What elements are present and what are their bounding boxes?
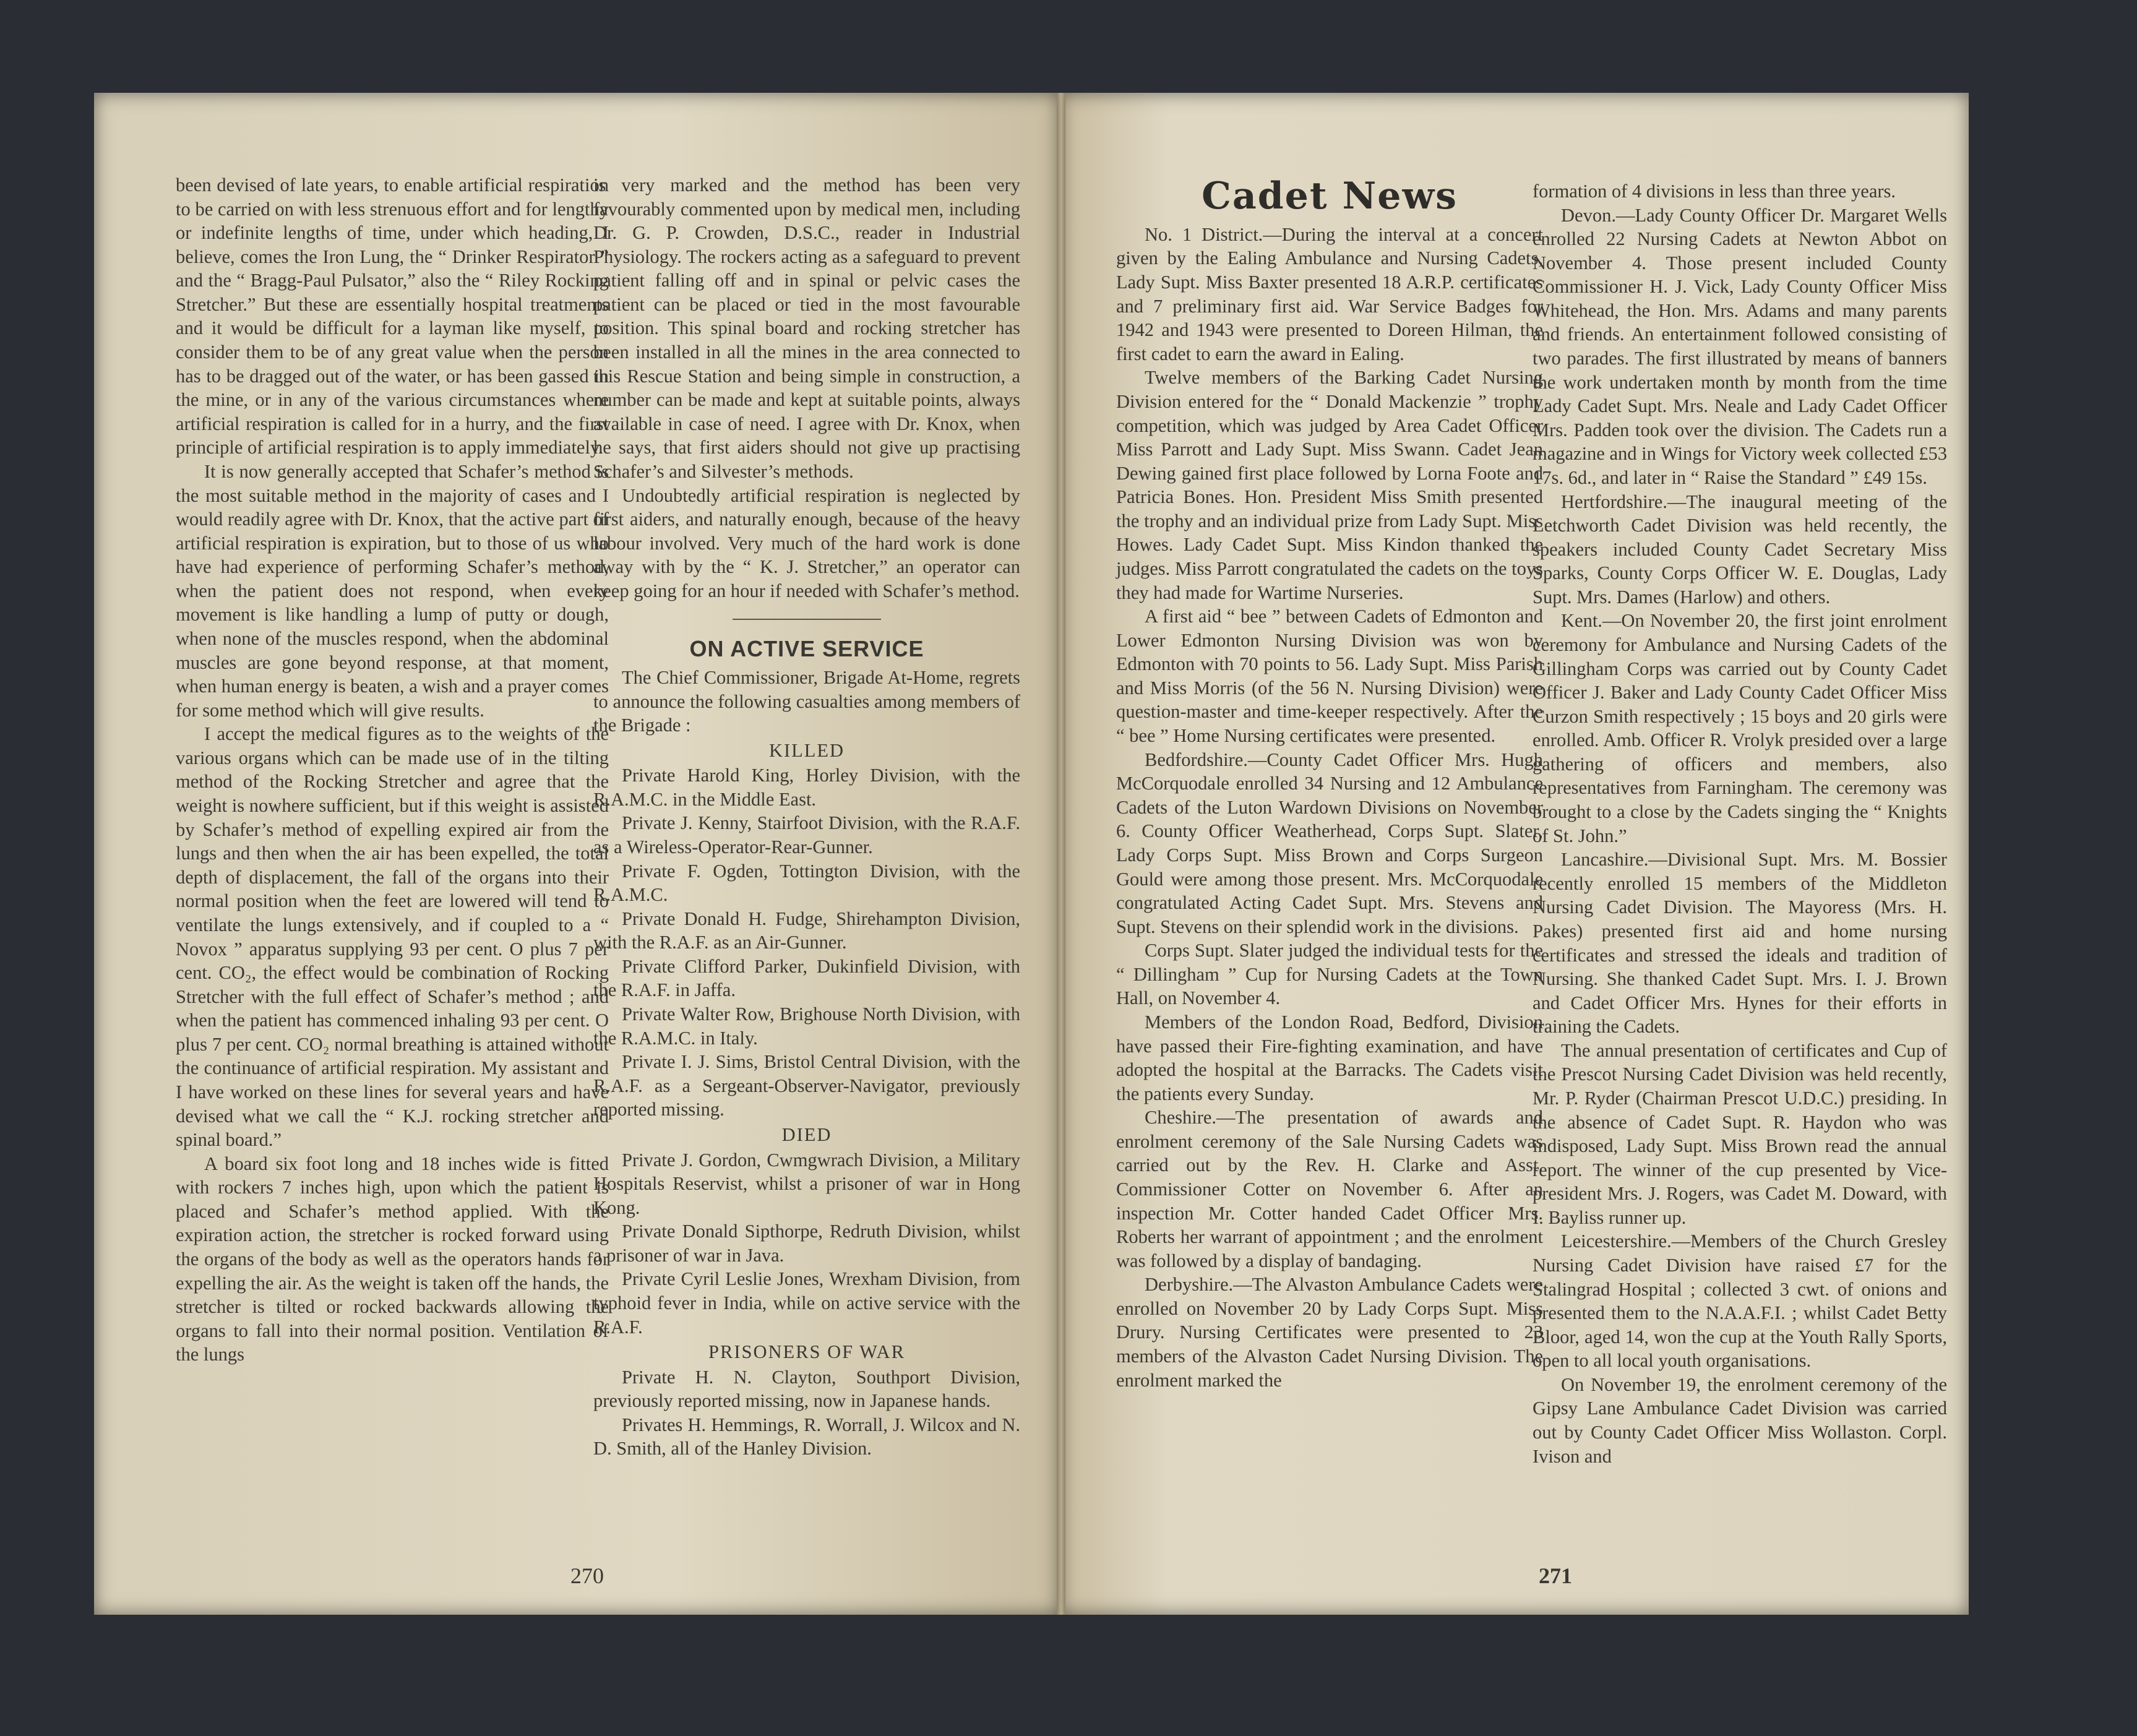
paragraph: On November 19, the enrolment ceremony of the Gipsy Lane Ambulance Cadet Division was carried out by County Cadet Officer Miss Wollaston. Corpl. Ivison and <box>1533 1373 1947 1467</box>
pow-heading: PRISONERS OF WAR <box>708 1341 905 1363</box>
active-service-intro: The Chief Commissioner, Brigade At-Home, regrets to announce the following casualties among members of the Brigade : <box>593 666 1020 736</box>
left-page <box>94 93 1059 1615</box>
paragraph: formation of 4 divisions in less than three years. <box>1533 181 1896 202</box>
paragraph: been devised of late years, to enable artificial respiration to be carried on with less strenuous effort and for lengthy or indefinite lengths of time, under which heading, I believe, comes the Iron Lung, the “ Drinker Respirator ” and the “ Bragg-Paul Pulsator,” also the “ Riley Rocking Stretcher.” But these are essentially hospital treatments and it would be difficult for a layman like myself, to consider them to be of any great value when the person has to be dragged out of the water, or has been gassed in the mine, or in any of the various circumstances where artificial respiration is called for in a hurry, and the first principle of artificial respiration is to apply immediately. <box>176 174 609 458</box>
left-column-1 <box>176 173 609 1367</box>
magazine-spread <box>94 93 1969 1615</box>
paragraph: I accept the medical figures as to the weights of the various organs which can be made use of in the tilting method of the Rocking Stretcher and agree that the weight is nowhere sufficient, but if this weight is assisted by Schafer’s method of expelling expired air from the lungs and then when the air has been expelled, the total depth of displacement, the fall of the organs into their normal position when the feet are lowered will tend to ventilate the lungs extensively, and if coupled to a “ Novox ” apparatus supplying 93 per cent. O plus 7 per cent. CO₂, the effect would be combination of Rocking Stretcher with the full effect of Schafer’s method ; and when the patient has commenced inhaling 93 per cent. O plus 7 per cent. CO₂ normal breathing is attained without the continuance of artificial respiration. My assistant and I have worked on these lines for several years and have devised what we call the “ K.J. rocking stretcher and spinal board.” <box>176 723 609 1151</box>
right-column-1 <box>1116 173 1543 1392</box>
paragraph: Members of the London Road, Bedford, Division have passed their Fire-fighting examination, and have adopted the hospital at the Barracks. The Cadets visit the patients every Sunday. <box>1116 1011 1543 1104</box>
paragraph: No. 1 District.—During the interval at a concert given by the Ealing Ambulance and Nursing Cadets, Lady Supt. Miss Baxter presented 18 A.R.P. certificates and 7 preliminary first aid. War Service Badges for 1942 and 1943 were presented to Doreen Hilman, the first cadet to earn the award in Ealing. <box>1116 223 1543 364</box>
paragraph: is very marked and the method has been very favourably commented upon by medical men, including Dr. G. P. Crowden, D.S.C., reader in Industrial Physiology. The rockers acting as a safeguard to prevent patient falling off and in spinal or pelvic cases the patient can be placed or tied in the most favourable position. This spinal board and rocking stretcher has been installed in all the mines in the area connected to this Rescue Station and being simple in construction, a number can be made and kept at suitable points, always available in case of need. I agree with Dr. Knox, when he says, that first aiders should not give up practising Schafer’s and Silvester’s methods. <box>593 174 1020 482</box>
paragraph: Cheshire.—The presentation of awards and enrolment ceremony of the Sale Nursing Cadets was carried out by the Rev. H. Clarke and Asst. Commissioner Cotter on November 6. After an inspection Mr. Cotter handed Cadet Officer Mrs. Roberts her warrant of appointment ; and the enrolment was followed by a display of bandaging. <box>1116 1107 1543 1271</box>
left-column-2 <box>593 173 1020 1461</box>
casualty-entry: Private I. J. Sims, Bristol Central Division, with the R.A.F. as a Sergeant-Observer-Navigator, previously reported missing. <box>593 1051 1020 1120</box>
paragraph: Bedfordshire.—County Cadet Officer Mrs. Hugh McCorquodale enrolled 34 Nursing and 12 Ambulance Cadets of the Luton Wardown Divisions on November 6. County Officer Weatherhead, Corps Supt. Slater, Lady Corps Supt. Miss Brown and Corps Surgeon Gould were among those present. Mrs. McCorquodale congratulated Acting Cadet Supt. Mrs. Stevens and Supt. Stevens on their splendid work in the divisions. <box>1116 749 1543 937</box>
paragraph: Undoubtedly artificial respiration is neglected by first aiders, and naturally enough, because of the heavy labour involved. Very much of the hard work is done away with by the “ K. J. Stretcher,” an operator can keep going for an hour if needed with Schafer’s method. <box>593 484 1020 601</box>
page-number: 270 <box>570 1563 604 1588</box>
paragraph: Lancashire.—Divisional Supt. Mrs. M. Bossier recently enrolled 15 members of the Middleton Nursing Cadet Division. The Mayoress (Mrs. H. Pakes) presented first aid and home nursing certificates and stressed the ideals and tradition of Nursing. She thanked Cadet Supt. Mrs. I. J. Brown and Cadet Officer Mrs. Hynes for their efforts in training the Cadets. <box>1533 849 1947 1038</box>
right-column-2 <box>1533 179 1947 1468</box>
casualty-entry: Private J. Gordon, Cwmgwrach Division, a Military Hospitals Reservist, whilst a prisoner of war in Hong Kong. <box>593 1149 1020 1218</box>
cadet-news-masthead: Cadet News <box>1202 174 1458 218</box>
paragraph: A first aid “ bee ” between Cadets of Edmonton and Lower Edmonton Nursing Division was won by Edmonton with 70 points to 56. Lady Supt. Miss Parish and Miss Morris (of the 56 N. Nursing Division) were question-master and time-keeper respectively. After the “ bee ” Home Nursing certificates were presented. <box>1116 606 1543 747</box>
paragraph: Hertfordshire.—The inaugural meeting of the Letchworth Cadet Division was held recently, the speakers included County Cadet Secretary Miss Sparks, County Corps Officer W. E. Douglas, Lady Supt. Mrs. Dames (Harlow) and others. <box>1533 491 1947 608</box>
casualty-entry: Private H. N. Clayton, Southport Division, previously reported missing, now in Japanese hands. <box>593 1366 1020 1412</box>
casualty-entry: Private J. Kenny, Stairfoot Division, with the R.A.F. as a Wireless-Operator-Rear-Gunner. <box>593 812 1020 857</box>
active-service-heading: ON ACTIVE SERVICE <box>689 636 924 662</box>
paragraph: Derbyshire.—The Alvaston Ambulance Cadets were enrolled on November 20 by Lady Corps Supt. Miss Drury. Nursing Certificates were presented to 23 members of the Alvaston Cadet Nursing Division. The enrolment marked the <box>1116 1274 1543 1391</box>
casualty-entry: Private F. Ogden, Tottington Division, with the R.A.M.C. <box>593 860 1020 906</box>
page-number: 271 <box>1539 1563 1572 1588</box>
paragraph: The annual presentation of certificates and Cup of the Prescot Nursing Cadet Division was held recently, Mr. P. Ryder (Chairman Prescot U.D.C.) presiding. In the absence of Cadet Supt. R. Haydon who was indisposed, Lady Supt. Miss Brown read the annual report. The winner of the cup presented by Vice-president Mrs. J. Rogers, was Cadet M. Doward, with I. Bayliss runner up. <box>1533 1039 1947 1228</box>
casualty-entry: Private Walter Row, Brighouse North Division, with the R.A.M.C. in Italy. <box>593 1003 1020 1049</box>
casualty-entry: Private Donald H. Fudge, Shirehampton Division, with the R.A.F. as an Air-Gunner. <box>593 908 1020 953</box>
casualty-entry: Private Cyril Leslie Jones, Wrexham Division, from typhoid fever in India, while on active service with the R.A.F. <box>593 1268 1020 1338</box>
divider <box>733 619 881 620</box>
paragraph: Corps Supt. Slater judged the individual tests for the “ Dillingham ” Cup for Nursing Cadets at the Town Hall, on November 4. <box>1116 940 1543 1009</box>
paragraph: Leicestershire.—Members of the Church Gresley Nursing Cadet Division have raised £7 for the Stalingrad Hospital ; collected 3 cwt. of onions and presented them to the N.A.A.F.I. ; whilst Cadet Betty Bloor, aged 14, won the cup at the Youth Rally Sports, open to all local youth organisations. <box>1533 1231 1947 1372</box>
paragraph: It is now generally accepted that Schafer’s method is the most suitable method in the majority of cases and I would readily agree with Dr. Knox, that the active part of artificial respiration is expiration, but to those of us who have had experience of performing Schafer’s method, when the patient does not respond, when every movement is like handling a lump of putty or dough, when none of the muscles respond, when the abdominal muscles are gone beyond response, at that moment, when human energy is beaten, a wish and a prayer comes for some method which will give results. <box>176 460 609 721</box>
paragraph: Twelve members of the Barking Cadet Nursing Division entered for the “ Donald Mackenzie ” trophy competition, which was judged by Area Cadet Officer Miss Parrott and Lady Supt. Miss Swann. Cadet Jean Dewing gained first place followed by Lorna Foote and Patricia Bones. Hon. President Miss Smith presented the trophy and an individual prize from Lady Supt. Miss Howes. Lady Cadet Supt. Miss Kindon thanked the judges. Miss Parrott congratulated the cadets on the toys they had made for Wartime Nurseries. <box>1116 367 1543 603</box>
paragraph: Devon.—Lady County Officer Dr. Margaret Wells enrolled 22 Nursing Cadets at Newton Abbot on November 4. Those present included County Commissioner H. J. Vick, Lady County Officer Miss Whitehead, the Hon. Mrs. Adams and many parents and friends. An entertainment followed consisting of two parades. The first illustrated by means of banners the work undertaken month by month from the time Lady Cadet Supt. Mrs. Neale and Lady Cadet Officer Mrs. Padden took over the division. The Cadets run a magazine and in Wings for Victory week collected £53 17s. 6d., and later in “ Raise the Standard ” £49 15s. <box>1533 204 1947 488</box>
killed-heading: KILLED <box>768 739 845 761</box>
paragraph: Kent.—On November 20, the first joint enrolment ceremony for Ambulance and Nursing Cadets of the Gillingham Corps was carried out by County Cadet Officer J. Baker and Lady County Cadet Officer Miss Curzon Smith respectively ; 15 boys and 20 girls were enrolled. Amb. Officer R. Vrolyk presided over a large gathering of officers and members, also representatives from Farningham. The ceremony was brought to a close by the Cadets singing the “ Knights of St. John.” <box>1533 610 1947 846</box>
binding-gutter <box>1057 93 1065 1615</box>
paragraph: A board six foot long and 18 inches wide is fitted with rockers 7 inches high, upon which the patient is placed and Schafer’s method applied. With the expiration action, the stretcher is rocked forward using the organs of the body as well as the operators hands for expelling the air. As the weight is taken off the hands, the stretcher is tilted or rocked backwards allowing the organs to fall into their normal position. Ventilation of the lungs <box>176 1153 609 1365</box>
right-page <box>1059 93 1969 1615</box>
died-heading: DIED <box>781 1124 832 1145</box>
casualty-entry: Privates H. Hemmings, R. Worrall, J. Wilcox and N. D. Smith, all of the Hanley Division. <box>593 1414 1020 1459</box>
casualty-entry: Private Clifford Parker, Dukinfield Division, with the R.A.F. in Jaffa. <box>593 955 1020 1001</box>
casualty-entry: Private Donald Sipthorpe, Redruth Division, whilst a prisoner of war in Java. <box>593 1221 1020 1266</box>
casualty-entry: Private Harold King, Horley Division, with the R.A.M.C. in the Middle East. <box>593 765 1020 810</box>
